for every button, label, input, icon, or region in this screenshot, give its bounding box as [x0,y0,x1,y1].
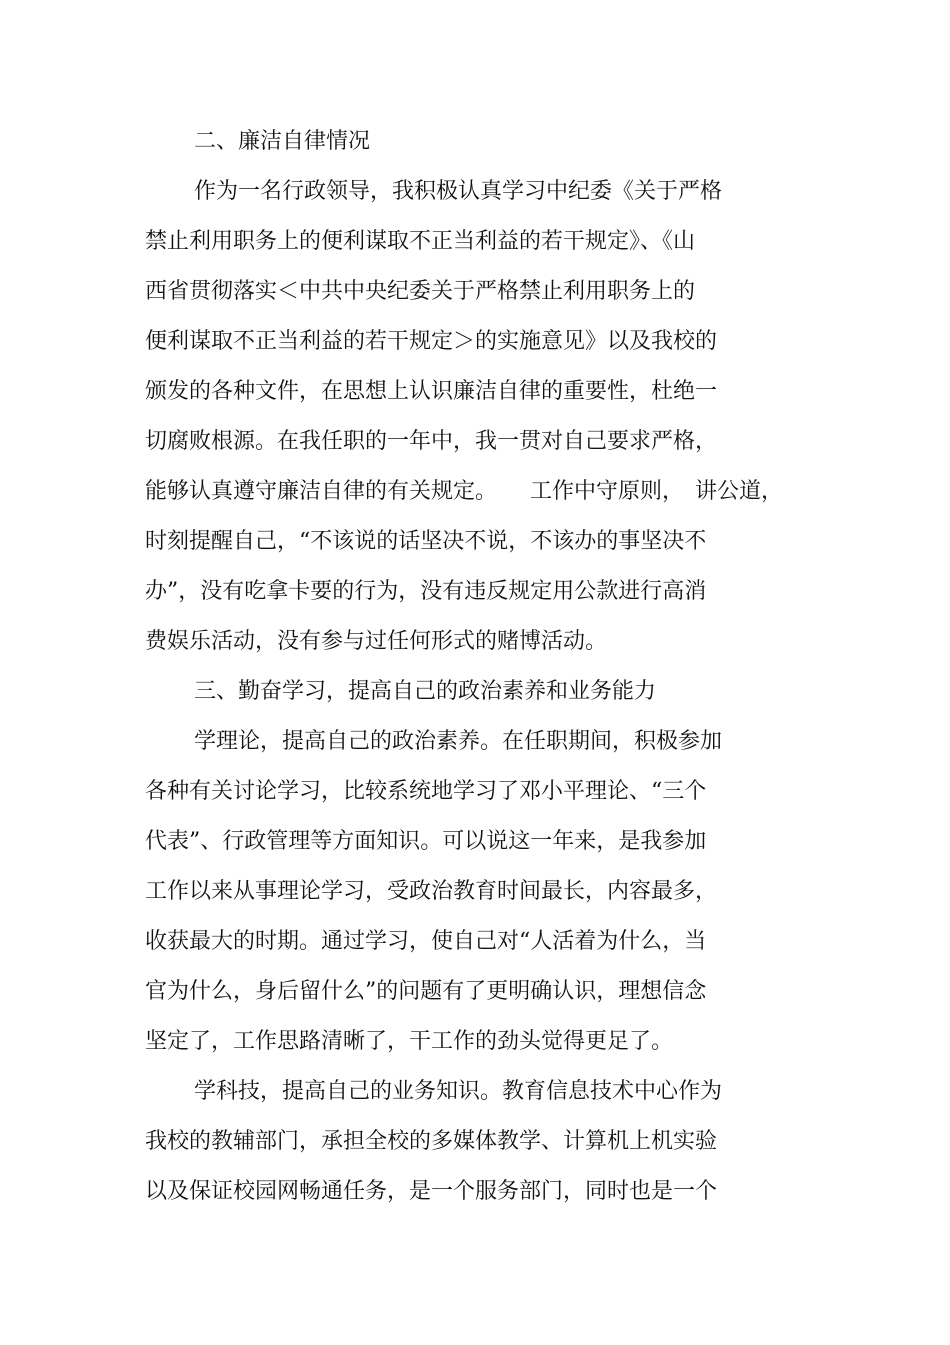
paragraph-line: 各种有关讨论学习，比较系统地学习了邓小平理论、“三个 [145,779,707,804]
paragraph-line: 官为什么，身后留什么”的问题有了更明确认识，理想信念 [145,979,707,1004]
section-heading-integrity: 二、廉洁自律情况 [194,129,371,154]
paragraph-line: 以及保证校园网畅通任务，是一个服务部门，同时也是一个 [145,1179,718,1204]
paragraph-line: 学科技，提高自己的业务知识。教育信息技术中心作为 [194,1079,723,1104]
paragraph-line: 学理论，提高自己的政治素养。在任职期间，积极参加 [194,729,723,754]
paragraph-line: 收获最大的时期。通过学习，使自己对“人活着为什么，当 [145,929,707,954]
paragraph-line: 作为一名行政领导，我积极认真学习中纪委《关于严格 [194,179,723,204]
paragraph-line: 能够认真遵守廉洁自律的有关规定。 工作中守原则， 讲公道， [145,479,784,504]
paragraph-line: 办”，没有吃拿卡要的行为，没有违反规定用公款进行高消 [145,579,707,604]
paragraph-line: 西省贯彻落实＜中共中央纪委关于严格禁止利用职务上的 [145,279,696,304]
paragraph-line: 禁止利用职务上的便利谋取不正当利益的若干规定》、《山 [145,229,696,254]
paragraph-line: 坚定了，工作思路清晰了，干工作的劲头觉得更足了。 [145,1029,674,1054]
paragraph-line: 切腐败根源。在我任职的一年中，我一贯对自己要求严格， [145,429,718,454]
section-heading-study: 三、勤奋学习，提高自己的政治素养和业务能力 [194,679,657,704]
paragraph-line: 费娱乐活动，没有参与过任何形式的赌博活动。 [145,629,608,654]
paragraph-line: 颁发的各种文件，在思想上认识廉洁自律的重要性，杜绝一 [145,379,718,404]
paragraph-line: 工作以来从事理论学习，受政治教育时间最长，内容最多， [145,879,718,904]
paragraph-line: 我校的教辅部门，承担全校的多媒体教学、计算机上机实验 [145,1129,718,1154]
paragraph-line: 时刻提醒自己，“不该说的话坚决不说，不该办的事坚决不 [145,529,707,554]
paragraph-line: 代表”、行政管理等方面知识。可以说这一年来，是我参加 [145,829,707,854]
paragraph-line: 便利谋取不正当利益的若干规定＞的实施意见》以及我校的 [145,329,718,354]
